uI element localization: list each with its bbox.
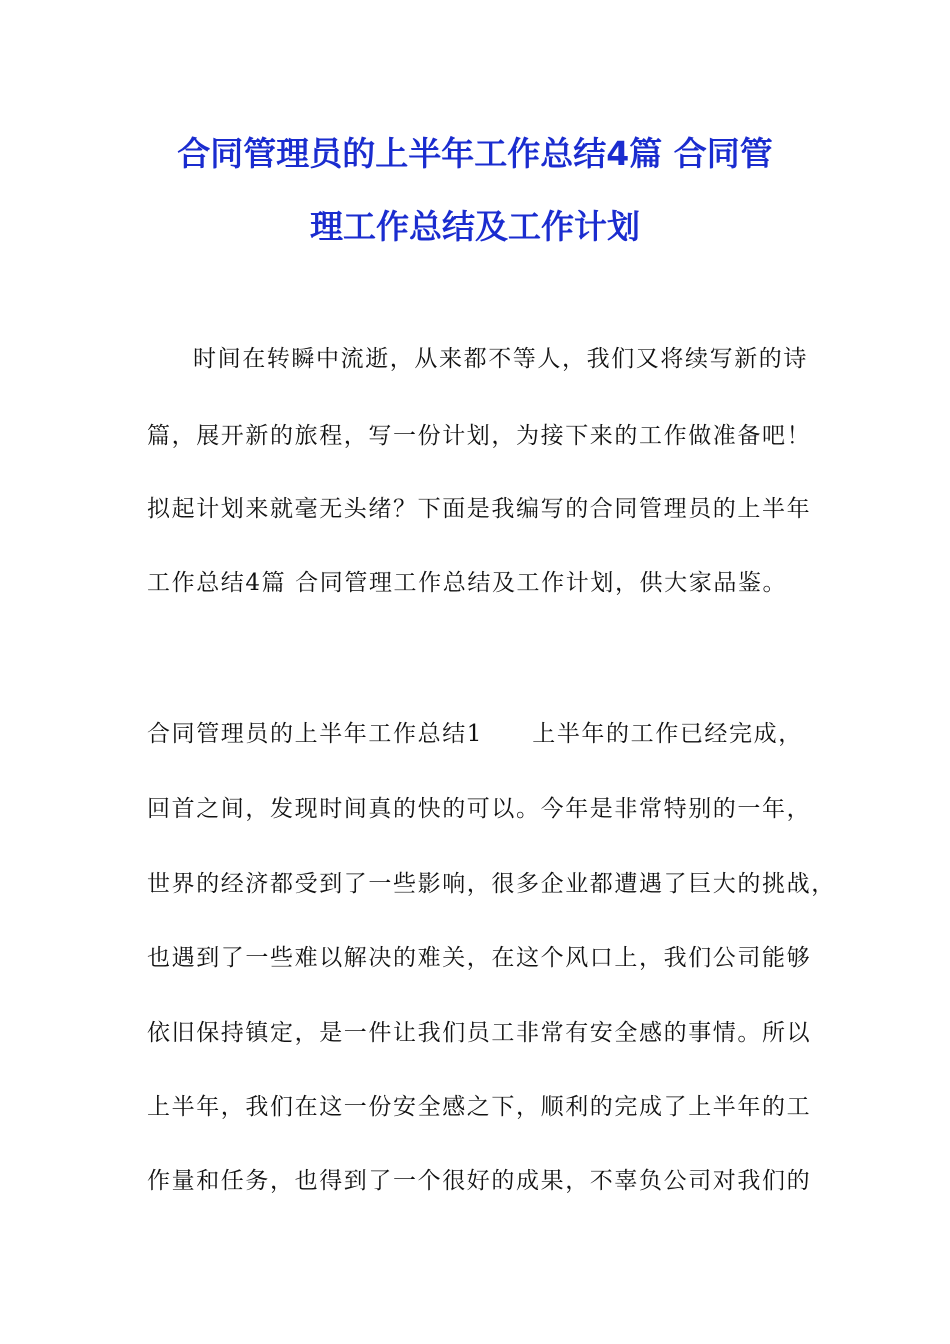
document-title-line-1: 合同管理员的上半年工作总结4篇 合同管 xyxy=(177,134,773,173)
intro-line-3: 拟起计划来就毫无头绪？下面是我编写的合同管理员的上半年 xyxy=(147,496,812,522)
section1-line-7: 作量和任务，也得到了一个很好的成果，不辜负公司对我们的 xyxy=(147,1168,812,1194)
section1-line-5: 依旧保持镇定，是一件让我们员工非常有安全感的事情。所以 xyxy=(147,1020,812,1046)
document-title-line-2: 理工作总结及工作计划 xyxy=(310,207,640,246)
section1-line-6: 上半年，我们在这一份安全感之下，顺利的完成了上半年的工 xyxy=(147,1094,812,1120)
section1-line-1: 合同管理员的上半年工作总结1 上半年的工作已经完成， xyxy=(147,721,803,747)
section1-line-4: 也遇到了一些难以解决的难关，在这个风口上，我们公司能够 xyxy=(147,945,812,971)
section1-line-2: 回首之间，发现时间真的快的可以。今年是非常特别的一年， xyxy=(147,796,812,822)
intro-line-1: 时间在转瞬中流逝，从来都不等人，我们又将续写新的诗 xyxy=(193,346,808,372)
section1-line-3: 世界的经济都受到了一些影响，很多企业都遭遇了巨大的挑战， xyxy=(147,871,836,897)
intro-line-4: 工作总结4篇 合同管理工作总结及工作计划，供大家品鉴。 xyxy=(147,570,788,596)
intro-line-2: 篇，展开新的旅程，写一份计划，为接下来的工作做准备吧！ xyxy=(147,423,812,449)
